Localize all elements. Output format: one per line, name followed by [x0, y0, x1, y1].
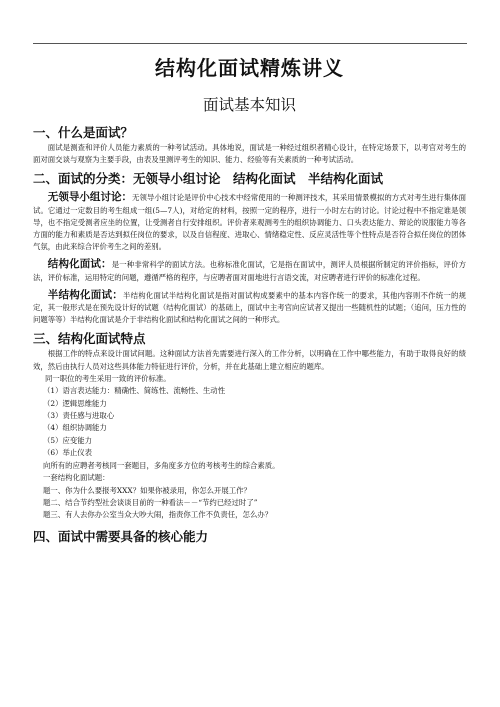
document-subtitle: 面试基本知识: [202, 96, 296, 114]
section-heading: 四、面试中需要具备的核心能力: [33, 528, 209, 544]
question-item: 题一、你为什么要报考XXX？如果你被录用，你怎么开展工作？: [43, 485, 251, 495]
section-paragraph: 面试是测查和评价人员能力素质的一种考试活动。具体地说，面试是一种经过组织者精心设计，在特定场景下，以考官对考生的面对面交谈与观察为主要手段，由表及里测评考生的知识、能力、经验等有关素质的一种考试活动。: [33, 143, 466, 165]
type-paragraph-structured: [33, 258, 466, 283]
section-structured-features: [33, 330, 466, 521]
type-lead: 结构化面试：: [47, 258, 112, 271]
criteria-item: （5）应变能力: [43, 435, 93, 445]
section-heading: 一、什么是面试？: [33, 125, 134, 140]
example-intro: 一套结构化面试题：: [43, 473, 110, 483]
type-text: 半结构化面试半结构化面试是指对面试构成要素中的基本内容作统一的要求，其他内容则不作统一的规定，其一般形式是在预先设计好的试题（结构化面试）的基础上，面试中主考官向应试者又提出一些随机性的试题；（追问，压力性的问题等等）半结构化面试是介于非结构化面试和结构化面试之间的一种形式。: [33, 290, 466, 325]
question-item: 题二、结合节约型社会谈谈目前的一种看法－－“节约已经过时了”: [43, 497, 258, 507]
section-paragraph: 根据工作的特点来设计面试问题。这种面试方法首先需要进行深入的工作分析，以明确在工作中哪些能力，有助于取得良好的绩效，然后由执行人员对这些具体能力特征进行评价，分析，并在此基础上建立相应的题库。: [33, 349, 466, 371]
type-lead: 半结构化面试：: [47, 288, 123, 301]
type-lead: 无领导小组讨论：: [47, 191, 133, 204]
criteria-item: （4）组织协调能力: [43, 423, 107, 433]
criteria-intro: 同一职位的考生采用一致的评价标准。: [45, 373, 171, 383]
section-heading: 二、面试的分类：无领导小组讨论 结构化面试 半结构化面试: [33, 171, 384, 187]
section-what-is-interview: [33, 124, 466, 166]
note-line: 向所有的应聘者考核同一套题目，多角度多方位的考核考生的综合素质。: [43, 460, 280, 470]
criteria-item: （1）语言表达能力：精确性、简练性、流畅性、生动性: [43, 386, 226, 396]
type-paragraph-leaderless: [33, 191, 466, 253]
section-core-abilities: [33, 528, 466, 546]
type-paragraph-semistructured: [33, 289, 466, 327]
type-text: 是一种非常科学的面试方法。也称标准化面试，它是指在面试中，测评人员根据所制定的评价指标，评价方法，评价标准，运用特定的问题，遵循严格的程序，与应聘者面对面地进行言语交流，对应聘者进行评价的标准化过程。: [33, 260, 466, 282]
question-item: 题三、有人去你办公室当众大吵大闹，指责你工作不负责任，怎么办？: [43, 510, 273, 520]
header-rule: [33, 43, 467, 44]
section-heading: 三、结构化面试特点: [33, 331, 146, 347]
criteria-item: （6）举止仪表: [43, 448, 93, 458]
document-title: 结构化面试精炼讲义: [155, 56, 344, 80]
criteria-item: （2）逻辑思维能力: [43, 398, 107, 408]
type-text: 无领导小组讨论是评价中心技术中经常使用的一种测评技术，其采用情景模拟的方式对考生进行集体面试。它通过一定数目的考生组成一组(5—7人)，对给定的材料，按照一定的程序，进行一小时左右的讨论。讨论过程中不指定谁是领导，也不指定受测者应坐的位置，让受测者自行安排组织。评价者来观测考生的组织协调能力、口头表达能力、辩论的说服能力等各方面的能力和素质是否达到拟任岗位的要求，以及自信程度、进取心、情绪稳定性、反应灵活性等个性特点是否符合拟任岗位的团体气氛，由此来综合评价考生之间的差别。: [33, 193, 466, 252]
section-interview-types: [33, 170, 466, 326]
criteria-item: （3）责任感与进取心: [43, 411, 115, 421]
